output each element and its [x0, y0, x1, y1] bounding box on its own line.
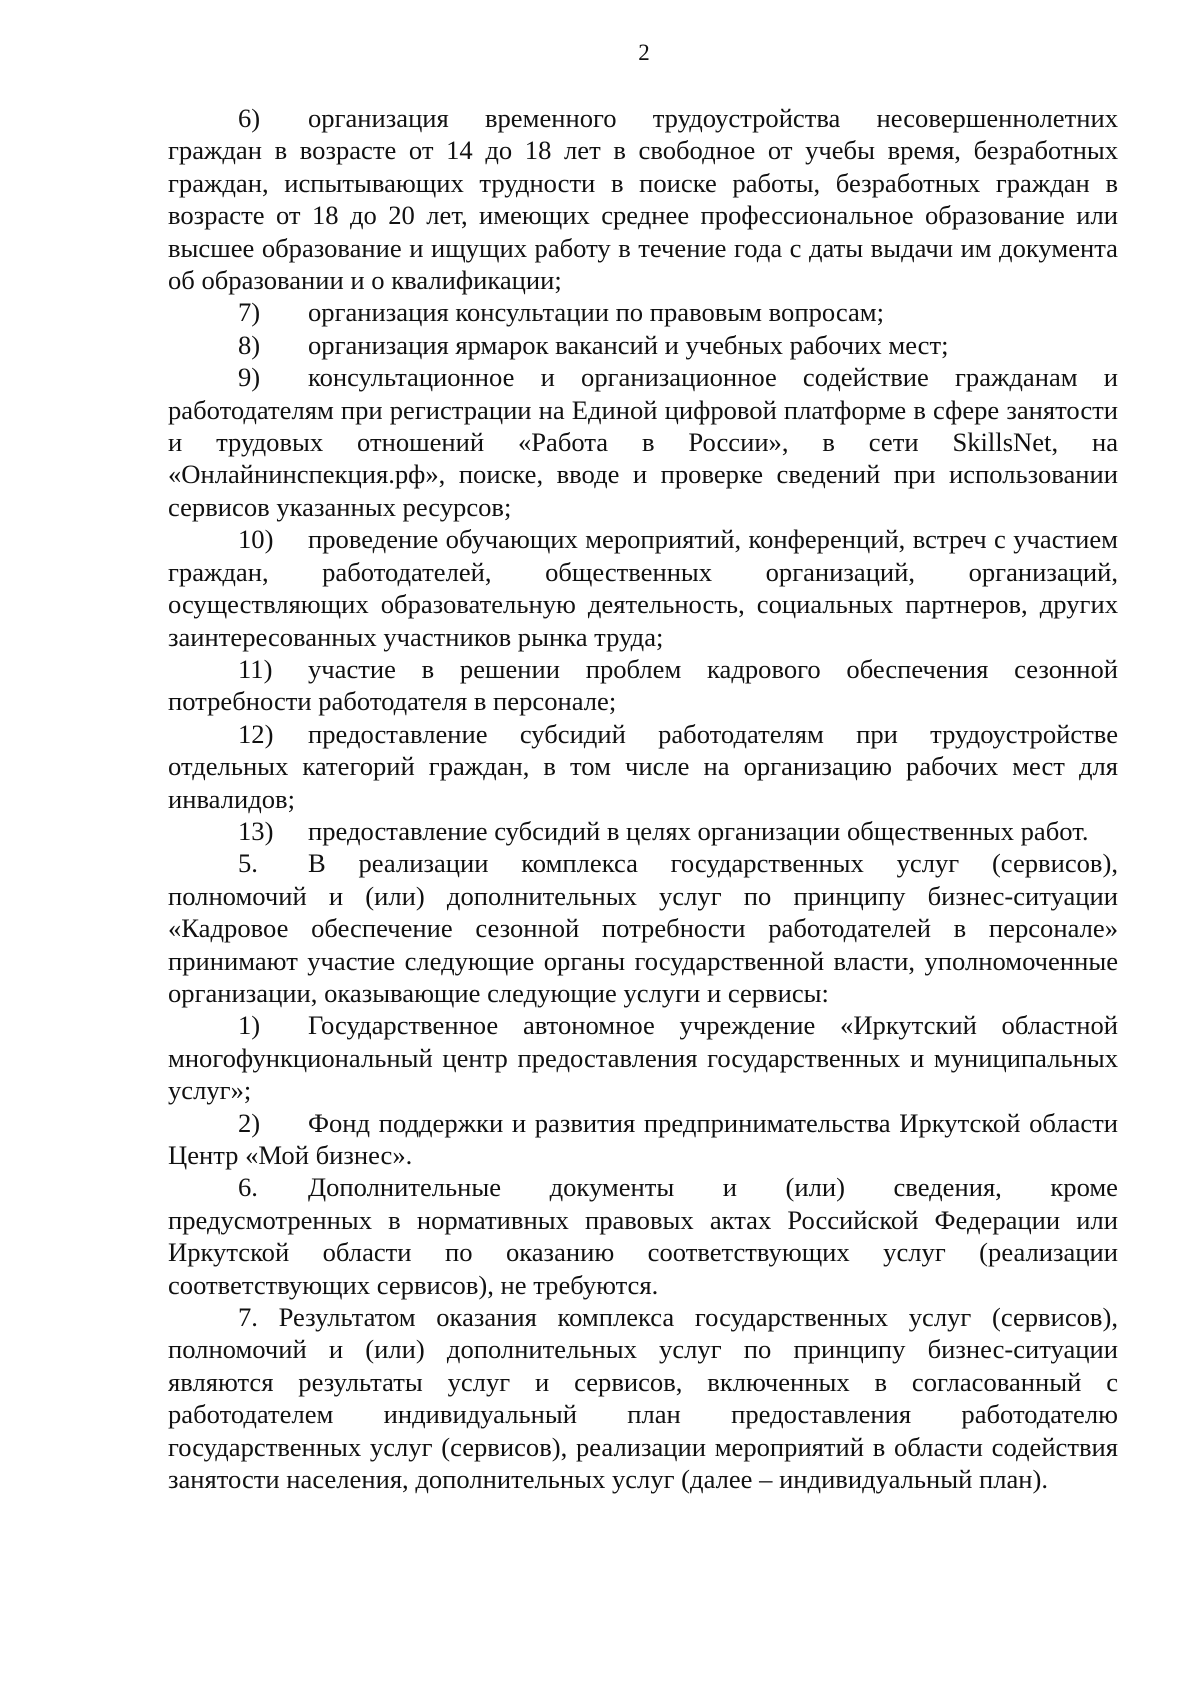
paragraph-item-7	[168, 296, 1118, 328]
item-text: организация консультации по правовым вопросам;	[308, 297, 884, 328]
item-text: организация временного трудоустройства несовершеннолетних граждан в возрасте от 14 до 18 лет в свободное от учебы время, безработных граждан, испытывающих трудности в поиске работы, безработных граждан в возрасте от 18 до 20 лет, имеющих среднее профессиональное образование или высшее образование и ищущих работу в течение года с даты выдачи им документа об образовании и о квалификации;	[168, 103, 1118, 296]
paragraph-section-7	[168, 1301, 1118, 1495]
item-text: предоставление субсидий в целях организации общественных работ.	[308, 815, 1089, 846]
item-number: 7)	[238, 297, 261, 328]
paragraph-item-13	[168, 815, 1118, 847]
item-number: 1)	[238, 1010, 261, 1041]
paragraph-section-6	[168, 1171, 1118, 1301]
paragraph-item-8	[168, 329, 1118, 361]
item-text: Фонд поддержки и развития предпринимательства Иркутской области Центр «Мой бизнес».	[168, 1107, 1118, 1170]
section-number: 5.	[238, 848, 258, 879]
paragraph-item-6	[168, 102, 1118, 296]
item-text: предоставление субсидий работодателям при трудоустройстве отдельных категорий граждан, в том числе на организацию рабочих мест для инвалидов;	[168, 718, 1118, 814]
section-text: В реализации комплекса государственных услуг (сервисов), полномочий и (или) дополнительных услуг по принципу бизнес-ситуации «Кадровое обеспечение сезонной потребности работодателей в персонале» принимают участие следующие органы государственной власти, уполномоченные организации, оказывающие следующие услуги и сервисы:	[168, 848, 1118, 1008]
item-number: 13)	[238, 815, 274, 846]
paragraph-item-12	[168, 718, 1118, 815]
item-text: консультационное и организационное содействие гражданам и работодателям при регистрации на Единой цифровой платформе в сфере занятости и трудовых отношений «Работа в России», в сети SkillsNet, на «Онлайнинспекция.рф», поиске, вводе и проверке сведений при использовании сервисов указанных ресурсов;	[168, 362, 1118, 522]
item-number: 12)	[238, 718, 274, 749]
item-text: участие в решении проблем кадрового обеспечения сезонной потребности работодателя в персонале;	[168, 653, 1118, 717]
item-text: организация ярмарок вакансий и учебных рабочих мест;	[308, 329, 949, 360]
section-text: Дополнительные документы и (или) сведения, кроме предусмотренных в нормативных правовых актах Российской Федерации или Иркутской области по оказанию соответствующих услуг (реализации соответствующих сервисов), не требуются.	[168, 1172, 1118, 1300]
paragraph-item-11	[168, 653, 1118, 718]
item-number: 2)	[238, 1107, 261, 1138]
paragraph-participant-1	[168, 1009, 1118, 1106]
item-number: 6)	[238, 103, 261, 133]
paragraph-item-10	[168, 523, 1118, 653]
item-number: 10)	[238, 524, 274, 555]
item-number: 8)	[238, 329, 261, 360]
paragraph-item-9	[168, 361, 1118, 523]
item-text: Государственное автономное учреждение «Иркутский областной многофункциональный центр предоставления государственных и муниципальных услуг»;	[168, 1010, 1118, 1106]
section-number: 6.	[238, 1172, 258, 1203]
section-text: 7. Результатом оказания комплекса государственных услуг (сервисов), полномочий и (или) дополнительных услуг по принципу бизнес-ситуации являются результаты услуг и сервисов, включенных в согласованный с работодателем индивидуальный план предоставления работодателю государственных услуг (сервисов), реализации мероприятий в области содействия занятости населения, дополнительных услуг (далее – индивидуальный план).	[168, 1302, 1118, 1495]
paragraph-section-5	[168, 847, 1118, 1009]
item-number: 11)	[238, 653, 273, 684]
paragraph-participant-2	[168, 1107, 1118, 1172]
item-number: 9)	[238, 362, 261, 393]
page-number: 2	[638, 40, 650, 65]
item-text: проведение обучающих мероприятий, конференций, встреч с участием граждан, работодателей, общественных организаций, организаций, осуществляющих образовательную деятельность, социальных партнеров, других заинтересованных участников рынка труда;	[168, 524, 1118, 652]
document-body	[168, 102, 1118, 1495]
